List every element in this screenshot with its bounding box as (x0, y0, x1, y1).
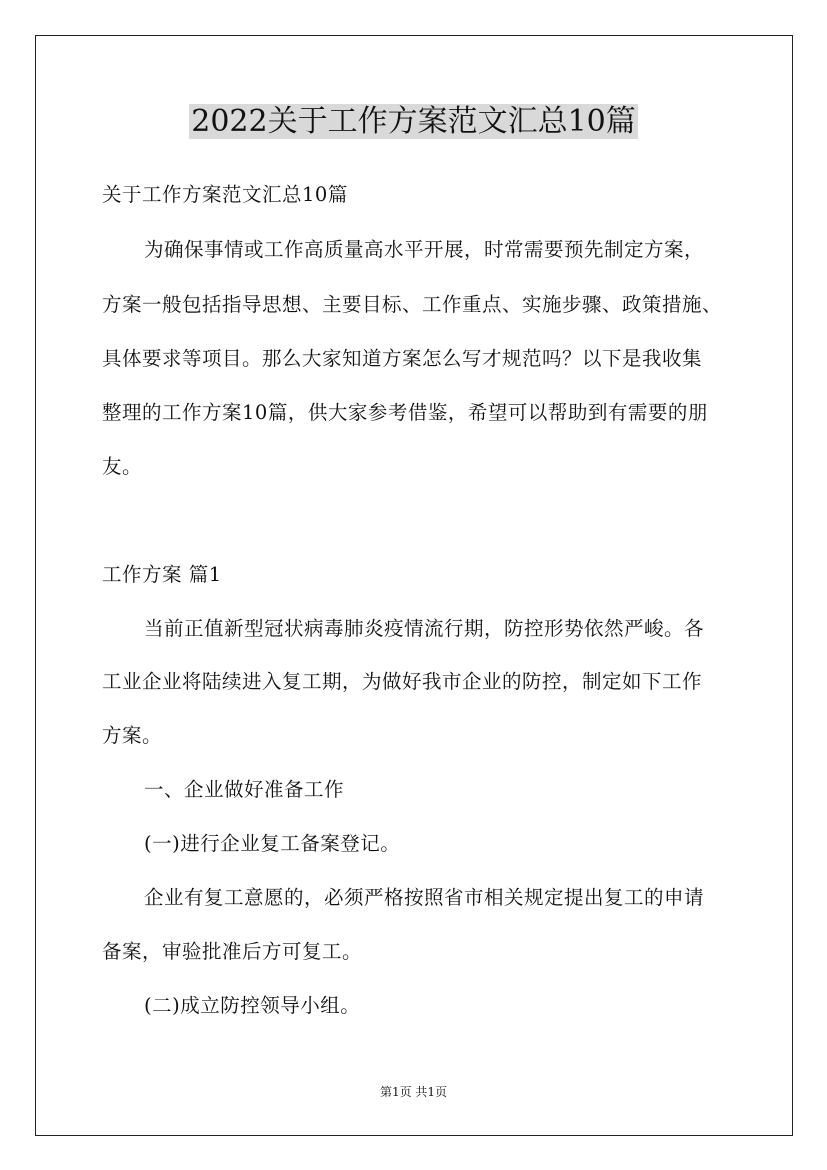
document-subtitle: 关于工作方案范文汇总10篇 (102, 183, 348, 206)
list-subitem: (二)成立防控领导小组。 (144, 994, 361, 1017)
intro-line: 友。 (102, 455, 143, 478)
section-paragraph-line: 工业企业将陆续进入复工期，为做好我市企业的防控，制定如下工作 (102, 670, 703, 693)
intro-line: 整理的工作方案10篇，供大家参考借鉴，希望可以帮助到有需要的朋 (102, 401, 708, 424)
intro-line: 方案一般包括指导思想、主要目标、工作重点、实施步骤、政策措施、 (102, 293, 723, 316)
section-paragraph-line: 方案。 (102, 724, 163, 747)
list-subitem: (一)进行企业复工备案登记。 (144, 832, 401, 855)
section-paragraph-line: 备案，审验批准后方可复工。 (102, 940, 363, 963)
list-item-heading: 一、企业做好准备工作 (144, 778, 345, 801)
section-paragraph-line: 当前正值新型冠状病毒肺炎疫情流行期，防控形势依然严峻。各 (144, 617, 705, 640)
document-title-text: 2022关于工作方案范文汇总10篇 (191, 104, 636, 139)
document-title (0, 100, 827, 144)
intro-line: 具体要求等项目。那么大家知道方案怎么写才规范吗？以下是我收集 (102, 347, 703, 370)
intro-line: 为确保事情或工作高质量高水平开展，时常需要预先制定方案， (144, 238, 705, 261)
section-paragraph-line: 企业有复工意愿的，必须严格按照省市相关规定提出复工的申请 (144, 886, 705, 909)
page-number-footer: 第1页 共1页 (379, 1085, 448, 1099)
section-heading: 工作方案 篇1 (102, 563, 222, 586)
